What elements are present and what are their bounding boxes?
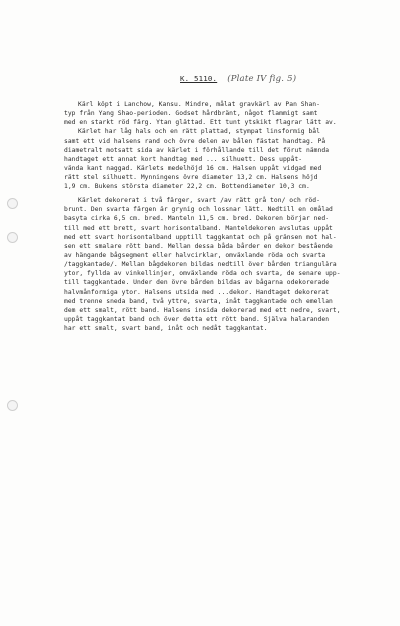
text-line: 1,9 cm. Bukens största diameter 22,2 cm. Bottendiameter 10,3 cm. (64, 183, 310, 191)
text-line: handtaget ett annat kort handtag med ... silhuett. Dess uppåt- (64, 155, 303, 163)
punch-hole (7, 232, 18, 243)
catalogue-header (180, 74, 296, 84)
document-body (64, 100, 386, 338)
punch-hole (7, 400, 18, 411)
text-line: uppåt taggkantat band och över detta ett rött band. Själva halaranden (64, 316, 330, 324)
text-line: samt ett vid halsens rand och övre delen av bålen fästat handtag. På (64, 137, 326, 145)
text-line: Kärlet har låg hals och en rätt plattad, stympat linsformig bål (78, 128, 320, 136)
text-line: har ett smalt, svart band, inåt och nedåt taggkantat. (64, 325, 268, 333)
text-line: med en starkt röd färg. Ytan glättad. Ett tunt ytskikt flagrar lätt av. (64, 119, 337, 127)
text-line: vända kant naggad. Kärlets medelhöjd 16 cm. Halsen uppåt vidgad med (64, 165, 322, 173)
text-line: till med ett brett, svart horisontalband. Manteldekoren avslutas uppåt (64, 224, 333, 232)
paragraph-description (64, 100, 386, 192)
text-line: till taggkantade. Under den övre bården bildas av bågarna odekorerade (64, 279, 330, 287)
text-line: Kärl köpt i Lanchow, Kansu. Mindre, målat gravkärl av Pan Shan- (78, 101, 320, 108)
catalogue-number: K. 5110. (180, 74, 218, 83)
punch-hole (7, 198, 18, 209)
text-line: diametralt motsatt sida av kärlet i förhållande till det förut nämnda (64, 146, 330, 154)
text-line: typ från Yang Shao-perioden. Godset hårdbränt, något flammigt samt (64, 110, 318, 118)
text-line: rätt stel silhuett. Mynningens övre diameter 13,2 cm. Halsens höjd (64, 174, 318, 182)
text-line: Kärlet dekorerat i två färger, svart /av rätt grå ton/ och röd- (78, 197, 320, 205)
text-line: basyta cirka 6,5 cm. bred. Manteln 11,5 cm. bred. Dekoren börjar ned- (64, 215, 330, 223)
paragraph-decoration (64, 196, 386, 333)
text-line: av hängande bågsegment eller halvcirklar, omväxlande röda och svarta (64, 252, 326, 259)
text-line: sen ett smalare rött band. Mellan dessa båda bårder en dekor bestående (64, 242, 333, 250)
text-line: brunt. Den svarta färgen är grynig och lossnar lätt. Nedtill en omålad (64, 206, 333, 214)
text-line: med trenne snedа band, två yttre, svarta, inåt taggkantade och emellan (64, 297, 333, 305)
text-line: dem ett smalt, rött band. Halsens insida dekorerad med ett nedre, svart, (64, 306, 341, 314)
text-line: ytor, fyllda av vinkellinjer, omväxlande röda och svarta, de senare upp- (64, 270, 341, 278)
text-line: med ett svart horisontalband upptill taggkantat och på gränsen mot hal- (64, 233, 337, 241)
text-line: /taggkantade/. Mellan bågdekoren bildas nedtill över bården triangulära (64, 261, 337, 269)
text-line: halvmånformiga ytor. Halsens utsida med ...dekor. Handtaget dekorerat (64, 288, 330, 296)
plate-reference-note: (Plate IV fig. 5) (227, 74, 297, 84)
